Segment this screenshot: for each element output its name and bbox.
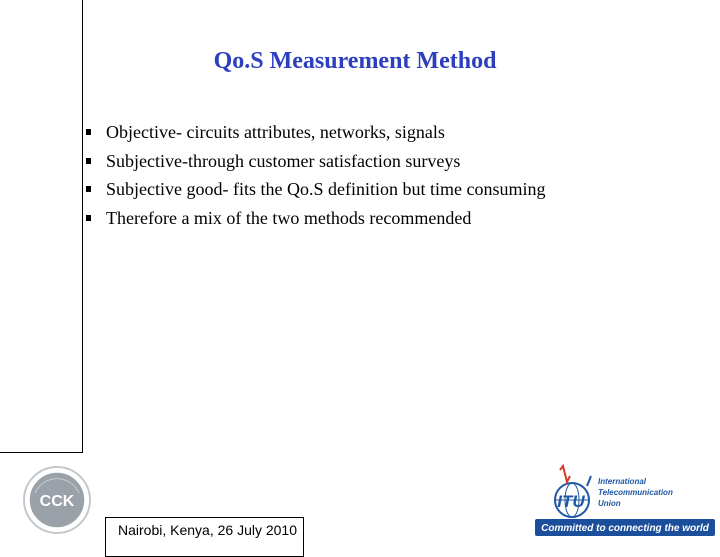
bullet-text: Subjective good- fits the Qo.S definition but time consuming: [106, 179, 546, 199]
slide-title: Qo.S Measurement Method: [213, 48, 497, 74]
cck-logo-text: CCK: [39, 493, 75, 510]
itu-logo: [527, 462, 717, 538]
bullet-list: [86, 118, 545, 232]
cck-logo: [22, 465, 92, 535]
square-bullet-icon: [86, 186, 91, 192]
bullet-item: [86, 118, 545, 147]
itu-name-line: Telecommunication: [598, 488, 673, 497]
itu-name-line: Union: [598, 499, 621, 508]
square-bullet-icon: [86, 129, 91, 135]
square-bullet-icon: [86, 215, 91, 221]
bullet-item: [86, 204, 545, 233]
bullet-text: Subjective-through customer satisfaction surveys: [106, 150, 461, 171]
itu-name-line: International: [598, 477, 647, 486]
bullet-text: Objective- circuits attributes, networks, signals: [106, 122, 445, 142]
square-bullet-icon: [86, 158, 91, 164]
bullet-text: Therefore a mix of the two methods recommended: [106, 207, 472, 228]
footer-location-date: Nairobi, Kenya, 26 July 2010: [118, 522, 297, 538]
bullet-item: [86, 175, 545, 204]
itu-abbrev: ITU: [557, 492, 585, 511]
bullet-item: [86, 147, 545, 176]
itu-tagline: Committed to connecting the world: [541, 523, 709, 534]
